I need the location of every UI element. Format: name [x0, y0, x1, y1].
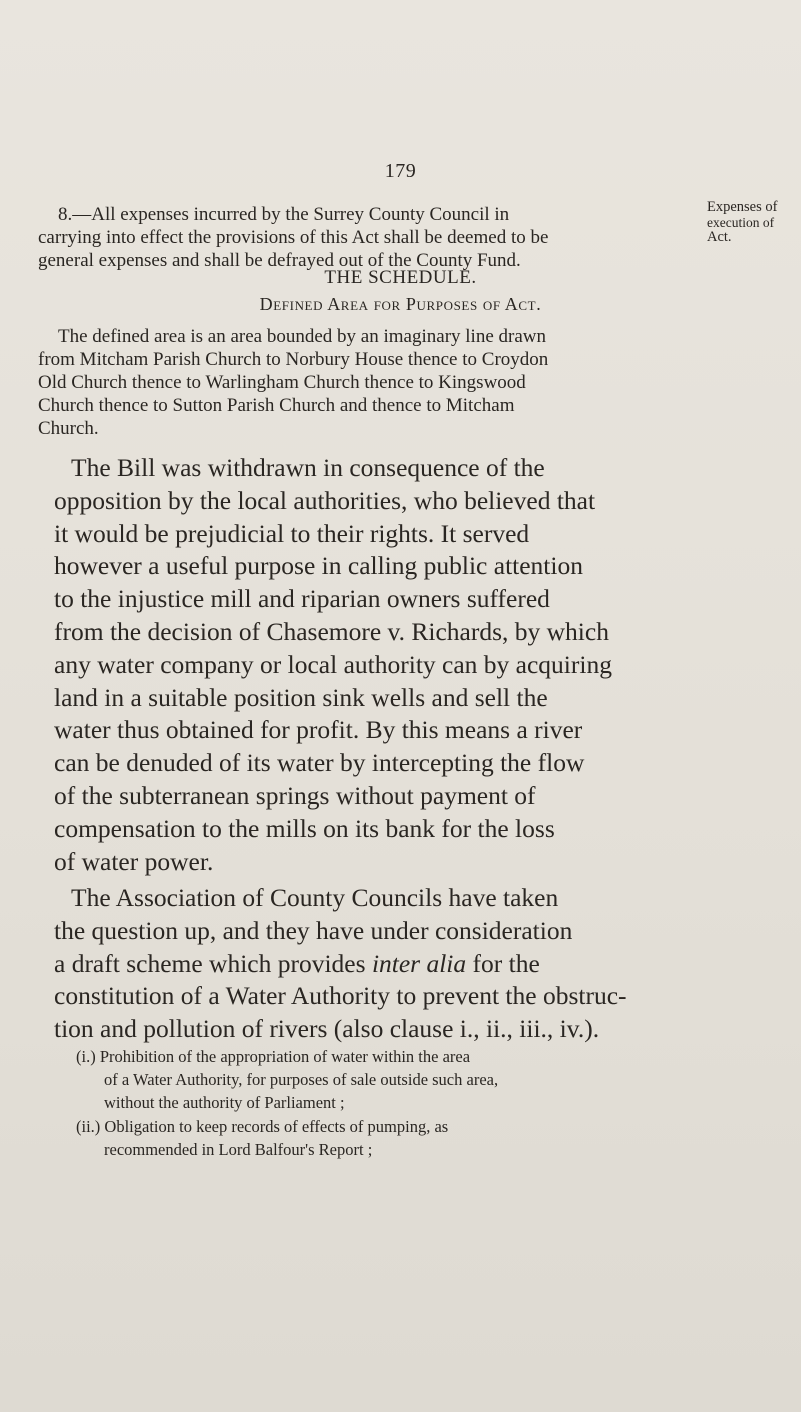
paragraph-line — [54, 948, 689, 981]
paragraph-association — [54, 882, 689, 1046]
defined-area-line: The defined area is an area bounded by an imaginary line drawn — [58, 326, 546, 347]
paragraph-line: land in a suitable position sink wells and sell the — [54, 682, 548, 712]
paragraph-line: opposition by the local authorities, who believed that — [54, 485, 596, 515]
paragraph-line: constitution of a Water Authority to prevent the obstruc- — [54, 981, 627, 1011]
paragraph-line: The Association of County Councils have taken — [71, 883, 559, 912]
section-8-line-1: 8.—All expenses incurred by the Surrey County Council in — [58, 204, 510, 225]
paragraph-line: to the injustice mill and riparian owners suffered — [54, 584, 550, 614]
clause-i-line-1: (i.) Prohibition of the appropriation of water within the area — [76, 1047, 471, 1066]
paragraph-line: water thus obtained for profit. By this means a river — [54, 715, 583, 745]
margin-note-line: execution of — [707, 215, 775, 230]
page-number: 179 — [384, 160, 417, 182]
paragraph-line: any water company or local authority can by acquiring — [54, 649, 612, 679]
paragraph-line: the question up, and they have under consideration — [54, 915, 573, 945]
paragraph-line: from the decision of Chasemore v. Richards, by which — [54, 616, 609, 646]
text-run: for the — [466, 948, 540, 978]
schedule-title: THE SCHEDULE. — [324, 267, 477, 288]
clause-ii-line-1: (ii.) Obligation to keep records of effects of pumping, as — [76, 1117, 449, 1136]
defined-area-title: Defined Area for Purposes of Act. — [259, 294, 542, 314]
paragraph-line: of the subterranean springs without payment of — [54, 780, 536, 810]
margin-note — [707, 200, 799, 245]
defined-area-line: Old Church thence to Warlingham Church thence to Kingswood — [38, 372, 526, 393]
paragraph-line: of water power. — [54, 846, 214, 876]
defined-area-line: Church thence to Sutton Parish Church and thence to Mitcham — [38, 395, 515, 416]
clause-i-line-3: without the authority of Parliament ; — [104, 1093, 345, 1112]
paragraph-line: The Bill was withdrawn in consequence of the — [71, 453, 545, 482]
paragraph-line: can be denuded of its water by intercepting the flow — [54, 748, 585, 778]
paragraph-line: compensation to the mills on its bank for the loss — [54, 813, 555, 843]
margin-note-line: Expenses of — [707, 199, 778, 215]
section-8-line-2: carrying into effect the provisions of this Act shall be deemed to be — [38, 227, 549, 248]
text-run: a draft scheme which provides — [54, 948, 372, 978]
section-8-line-3: general expenses and shall be defrayed out of the County Fund. — [38, 250, 521, 271]
defined-area-line: from Mitcham Parish Church to Norbury House thence to Croydon — [38, 349, 549, 370]
defined-area-line: Church. — [38, 418, 99, 439]
margin-note-line: Act. — [707, 229, 732, 245]
paragraph-bill-withdrawn — [54, 452, 689, 878]
clause-ii-line-2: recommended in Lord Balfour's Report ; — [104, 1140, 373, 1159]
clause-i-line-2: of a Water Authority, for purposes of sale outside such area, — [104, 1070, 499, 1089]
paragraph-line: tion and pollution of rivers (also clause i., ii., iii., iv.). — [54, 1014, 600, 1044]
italic-phrase: inter alia — [371, 948, 467, 978]
paragraph-line: it would be prejudicial to their rights. It served — [54, 518, 530, 548]
paragraph-line: however a useful purpose in calling public attention — [54, 551, 583, 581]
